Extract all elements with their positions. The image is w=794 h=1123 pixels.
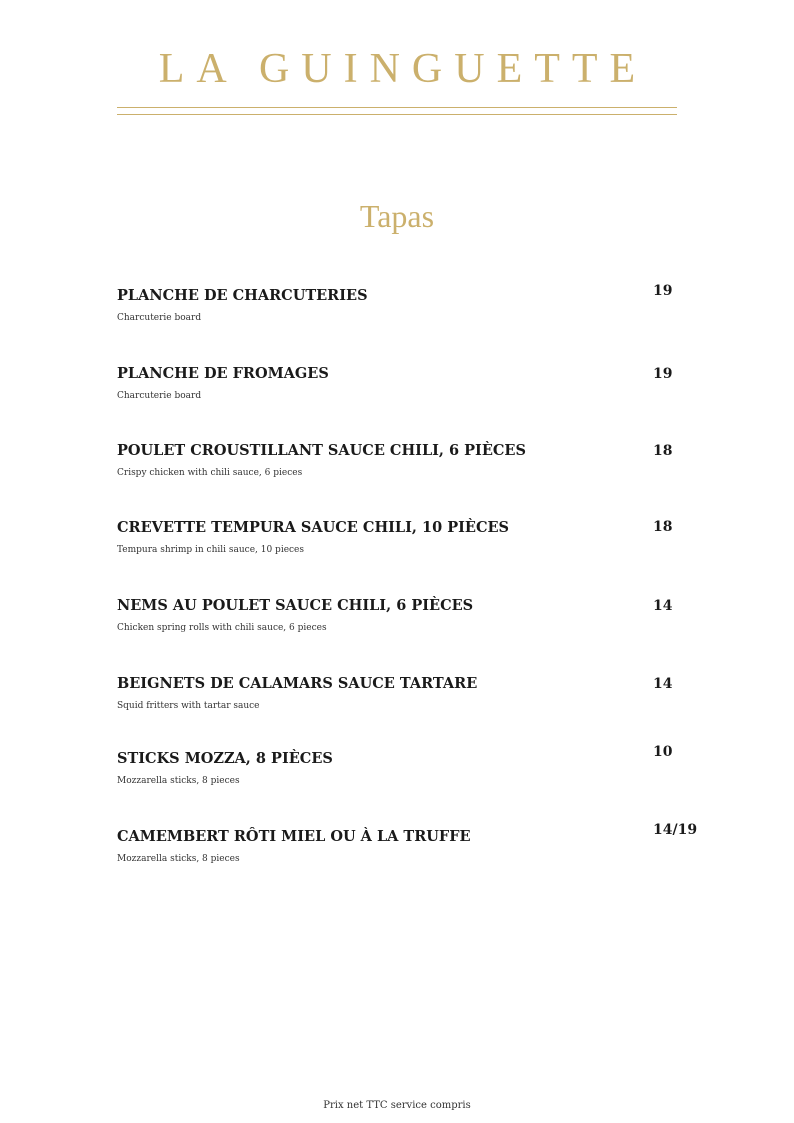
section-title: Tapas — [359, 198, 435, 234]
menu-item-name: PLANCHE DE FROMAGES — [117, 365, 329, 382]
menu-item-description: Squid fritters with tartar sauce — [117, 701, 260, 711]
menu-item-description: Mozzarella sticks, 8 pieces — [117, 854, 240, 864]
menu-item-name: CREVETTE TEMPURA SAUCE CHILI, 10 PIÈCES — [117, 519, 510, 536]
menu-item — [117, 596, 697, 656]
menu-item-price: 19 — [653, 283, 673, 299]
menu-item-price: 18 — [653, 443, 673, 459]
menu-item — [117, 744, 697, 809]
menu-item-name: PLANCHE DE CHARCUTERIES — [117, 287, 368, 304]
price-note: Prix net TTC service compris — [323, 1100, 471, 1111]
menu-item-description: Crispy chicken with chili sauce, 6 pieces — [117, 468, 303, 478]
menu-item-name: POULET CROUSTILLANT SAUCE CHILI, 6 PIÈCES — [117, 442, 526, 459]
menu-item — [117, 674, 697, 734]
header-divider-top — [117, 107, 677, 108]
menu-item — [117, 518, 697, 578]
menu-item-name: STICKS MOZZA, 8 PIÈCES — [117, 750, 333, 767]
menu-item-description: Chicken spring rolls with chili sauce, 6 pieces — [117, 623, 327, 633]
menu-item-price: 10 — [653, 744, 673, 760]
menu-item-price: 14/19 — [653, 822, 698, 838]
header-divider-bottom — [117, 114, 677, 115]
menu-item-name: BEIGNETS DE CALAMARS SAUCE TARTARE — [117, 675, 478, 692]
menu-item-price: 14 — [653, 598, 673, 614]
menu-item — [117, 822, 698, 887]
restaurant-name: LA GUINGUETTE — [158, 46, 648, 92]
menu-item-description: Charcuterie board — [117, 313, 202, 323]
menu-item-description: Tempura shrimp in chili sauce, 10 pieces — [117, 545, 305, 555]
menu-item — [117, 283, 697, 346]
menu-item-name: CAMEMBERT RÔTI MIEL OU À LA TRUFFE — [117, 828, 471, 845]
menu-item-name: NEMS AU POULET SAUCE CHILI, 6 PIÈCES — [117, 597, 474, 614]
menu-item-price: 18 — [653, 519, 673, 535]
menu-item-price: 19 — [653, 366, 673, 382]
menu-item-description: Charcuterie board — [117, 391, 202, 401]
menu-item-price: 14 — [653, 676, 673, 692]
menu-item-description: Mozzarella sticks, 8 pieces — [117, 776, 240, 786]
menu-item — [117, 441, 697, 501]
menu-item — [117, 364, 697, 424]
